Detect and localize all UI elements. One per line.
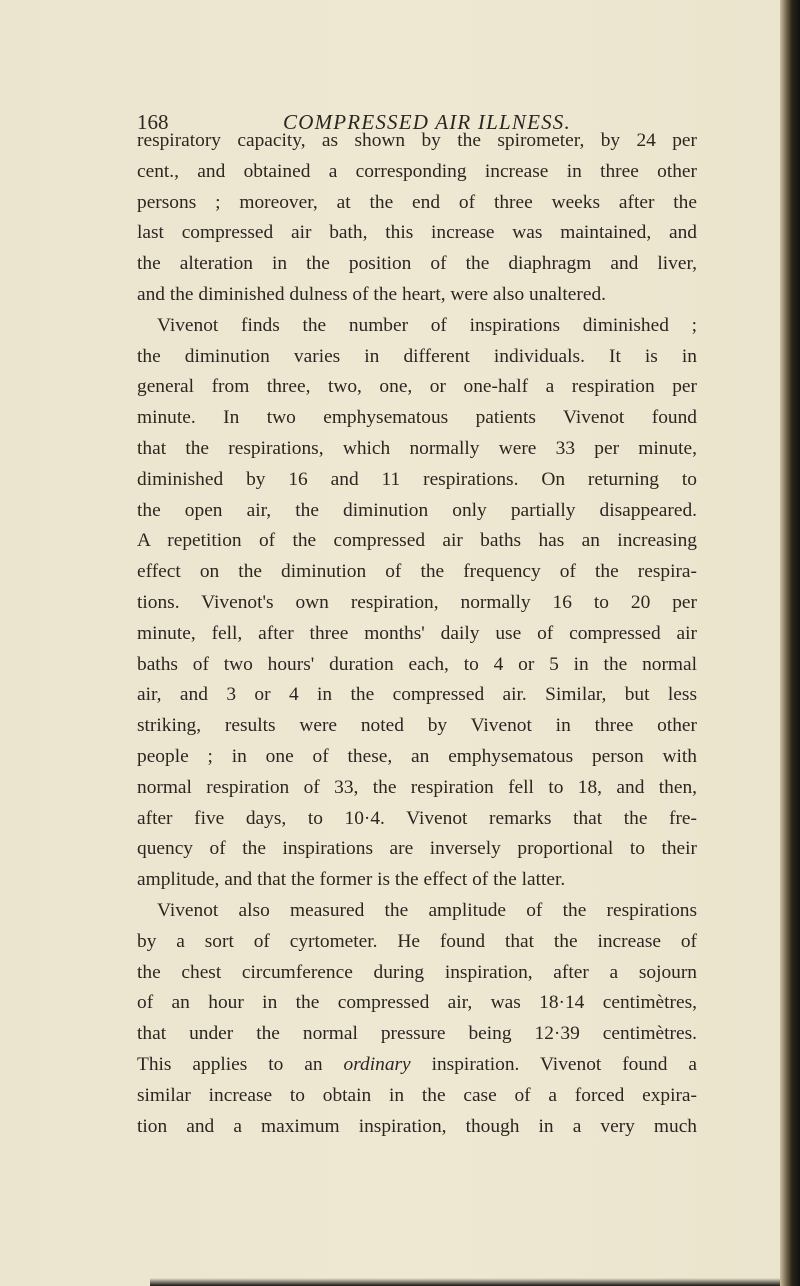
text-line: air, and 3 or 4 in the compressed air. Similar, but less [137, 684, 697, 706]
text-segment: This applies to an [137, 1053, 344, 1075]
running-title: COMPRESSED AIR ILLNESS. [283, 110, 571, 134]
text-line: after five days, to 10·4. Vivenot remarks that the fre- [137, 807, 697, 829]
text-line: of an hour in the compressed air, was 18·14 centimètres, [137, 992, 697, 1014]
text-line: tion and a maximum inspiration, though in a very much [137, 1115, 697, 1137]
italic-word: ordinary [343, 1053, 411, 1075]
text-line: tions. Vivenot's own respiration, normally 16 to 20 per [137, 591, 697, 613]
text-line: the open air, the diminution only partially disappeared. [137, 499, 697, 521]
text-line: persons ; moreover, at the end of three weeks after the [137, 191, 697, 213]
text-line: last compressed air bath, this increase was maintained, and [137, 222, 697, 244]
page-bottom-shadow [150, 1278, 800, 1286]
page-binding-edge [780, 0, 800, 1286]
text-line: that the respirations, which normally were 33 per minute, [137, 437, 697, 459]
text-line: Vivenot finds the number of inspirations diminished ; [157, 314, 697, 336]
text-line: striking, results were noted by Vivenot in three other [137, 715, 697, 737]
text-segment: inspiration. Vivenot found a [410, 1053, 697, 1075]
text-line: by a sort of cyrtometer. He found that the increase of [137, 930, 697, 952]
text-line: and the diminished dulness of the heart, were also unaltered. [137, 283, 607, 305]
text-line: amplitude, and that the former is the effect of the latter. [137, 869, 566, 891]
text-line: normal respiration of 33, the respiration fell to 18, and then, [137, 776, 697, 798]
text-line: minute, fell, after three months' daily use of compressed air [137, 622, 697, 644]
text-line: baths of two hours' duration each, to 4 or 5 in the normal [137, 653, 697, 675]
text-line: the chest circumference during inspiration, after a sojourn [137, 961, 697, 983]
text-line: respiratory capacity, as shown by the spirometer, by 24 per [137, 130, 697, 151]
text-line: cent., and obtained a corresponding increase in three other [137, 160, 697, 182]
text-line: Vivenot also measured the amplitude of the respirations [157, 899, 697, 921]
text-line: the diminution varies in different individuals. It is in [137, 345, 697, 367]
text-line: diminished by 16 and 11 respirations. On returning to [137, 468, 697, 490]
text-line: the alteration in the position of the diaphragm and liver, [137, 253, 697, 275]
text-line: people ; in one of these, an emphysematous person with [137, 745, 697, 767]
page-number: 168 [137, 110, 169, 134]
text-line: that under the normal pressure being 12·39 centimètres. [137, 1023, 697, 1045]
text-line: effect on the diminution of the frequency of the respira- [137, 561, 697, 583]
text-line: quency of the inspirations are inversely proportional to their [137, 838, 697, 860]
text-line: A repetition of the compressed air baths has an increasing [137, 530, 697, 552]
text-line [137, 1050, 697, 1081]
text-line: similar increase to obtain in the case of a forced expira- [137, 1084, 697, 1106]
body-text [137, 126, 697, 1142]
text-line: general from three, two, one, or one-half a respiration per [137, 376, 697, 398]
text-line: minute. In two emphysematous patients Vivenot found [137, 407, 697, 429]
